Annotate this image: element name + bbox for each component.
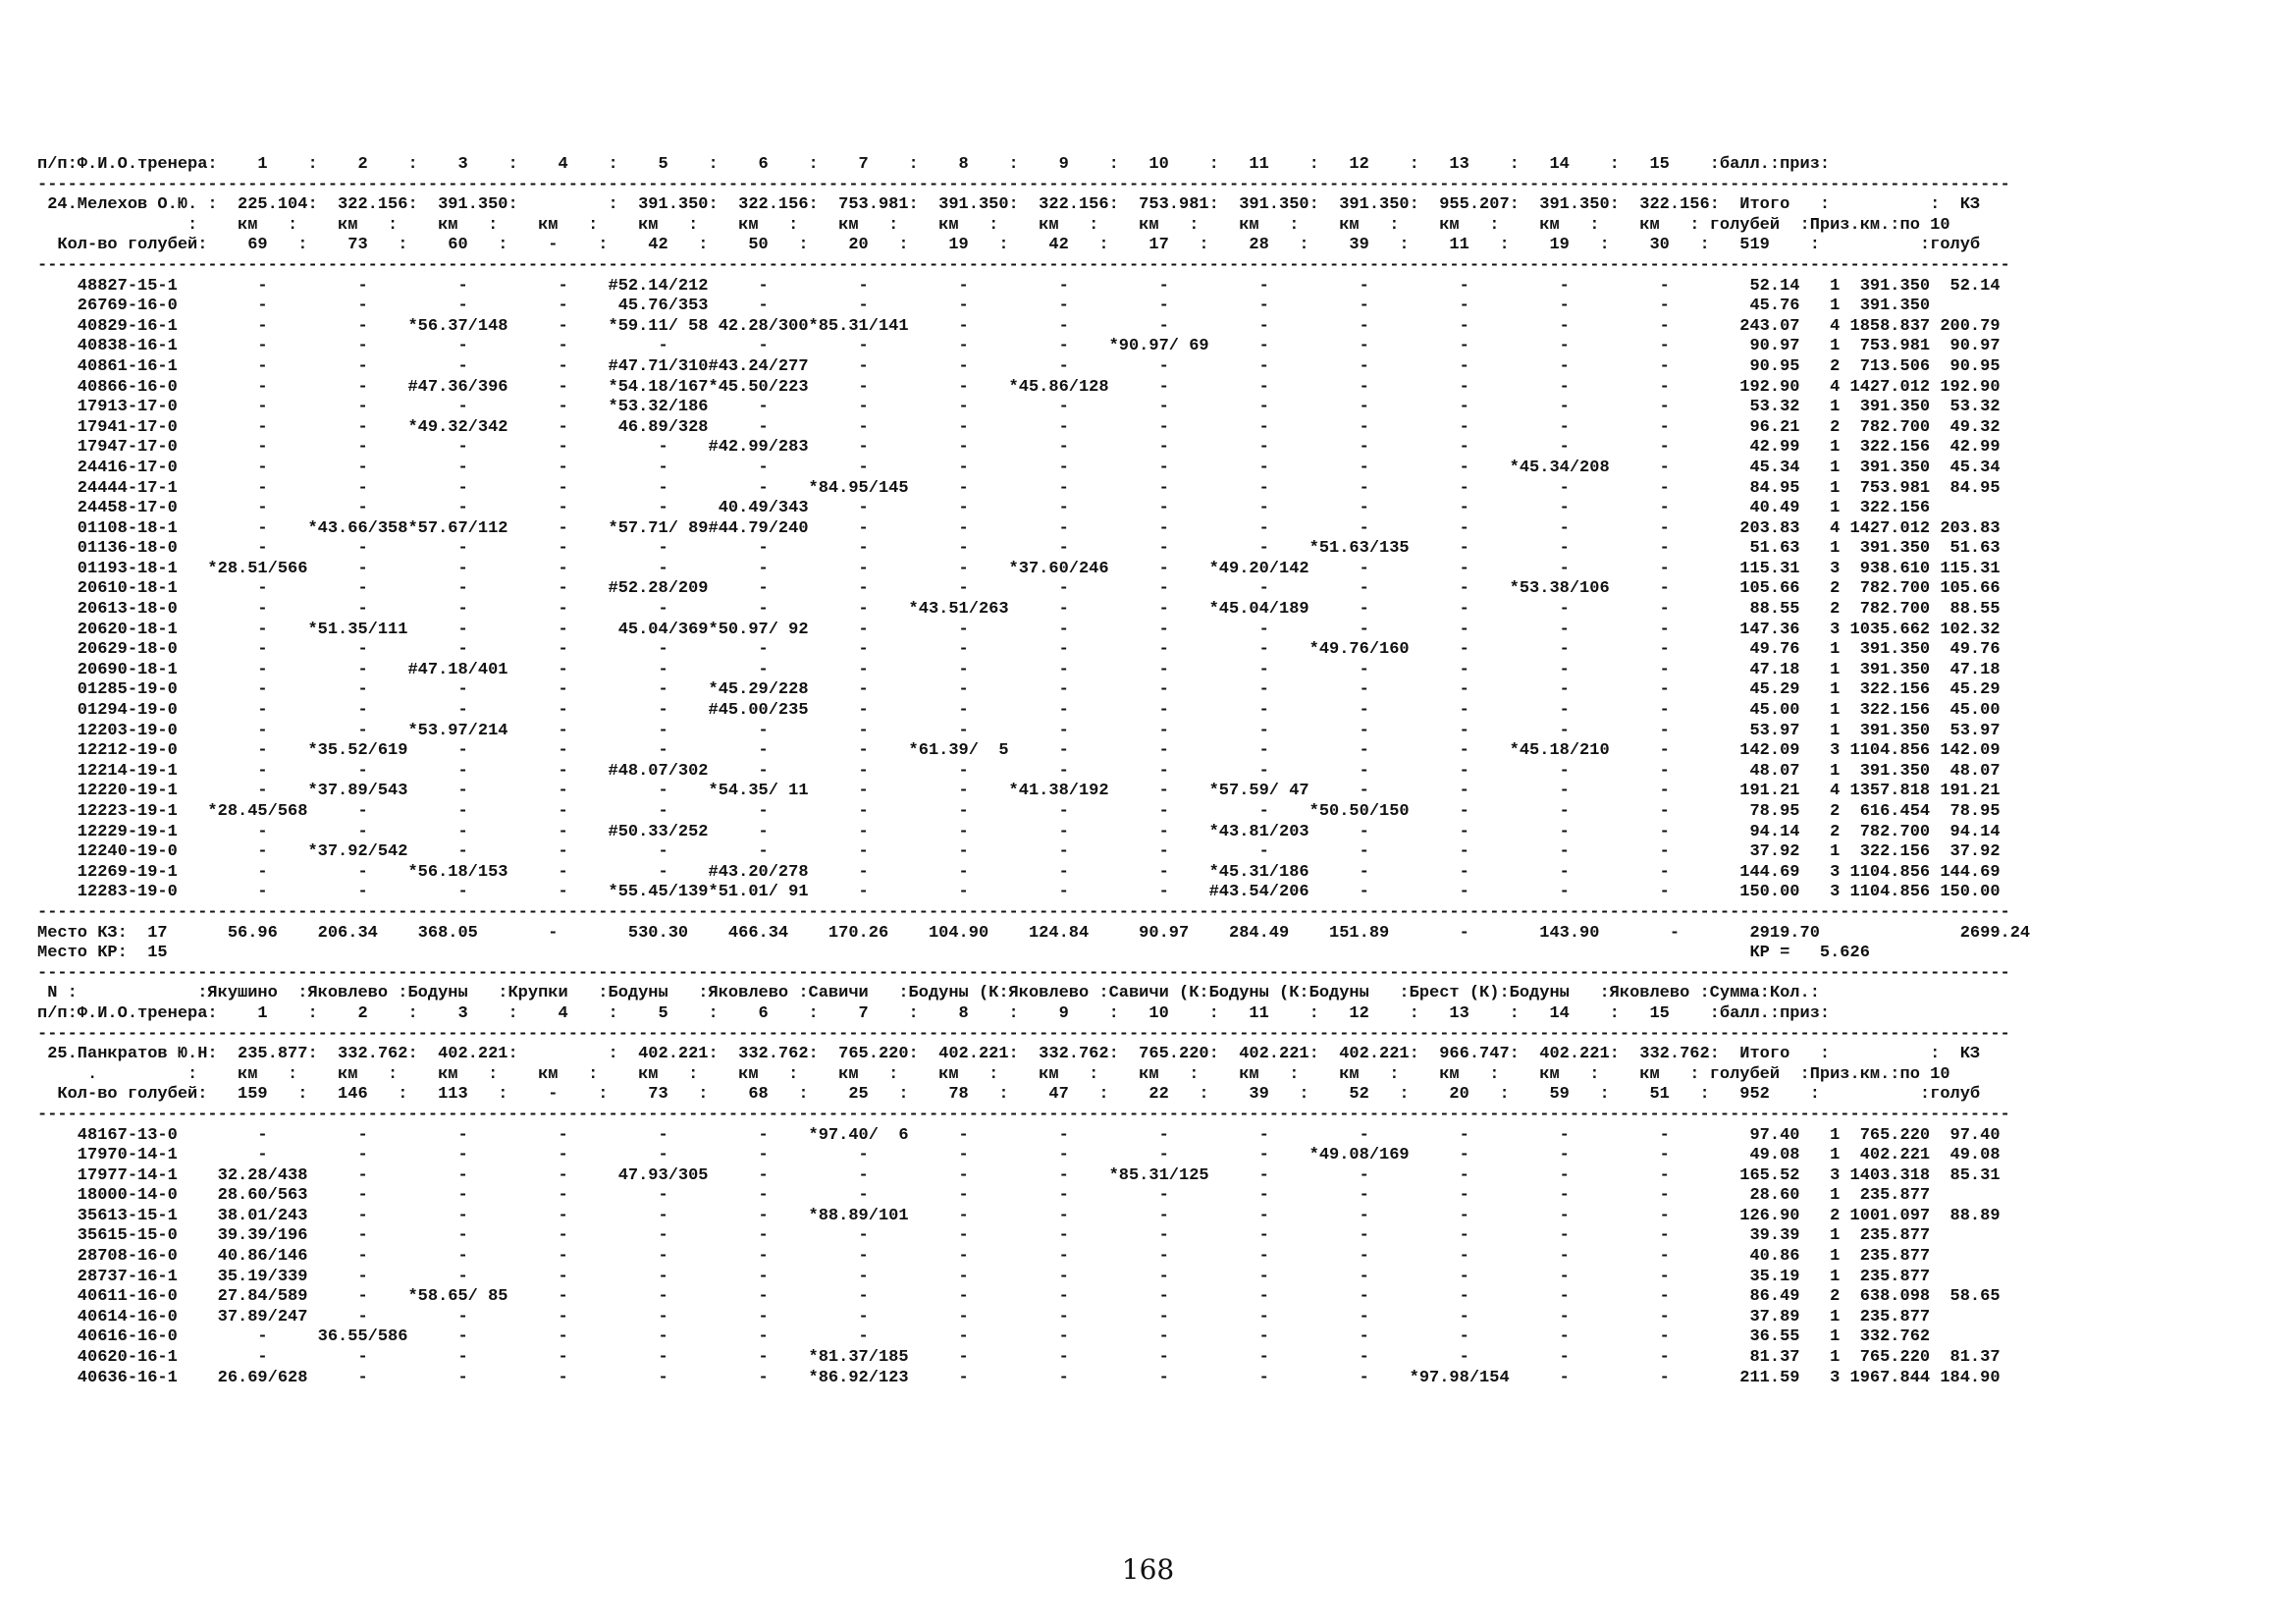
report-line: 28708-16-0 40.86/146 - - - - - - - - - - - - - - 40.86 1 235.877 [37, 1247, 1931, 1267]
report-line: 25.Панкратов Ю.Н: 235.877: 332.762: 402.221: : 402.221: 332.762: 765.220: 402.221: 332.762: 765.220: 402.221: 402.221: 966.747: 402.221: 332.762: Итого : : КЗ [37, 1045, 1981, 1064]
report-line: 28737-16-1 35.19/339 - - - - - - - - - - - - - - 35.19 1 235.877 [37, 1267, 1931, 1286]
report-line: 48827-15-1 - - - - #52.14/212 - - - - - - - - - - 52.14 1 391.350 52.14 [37, 276, 2001, 296]
report-line: 24458-17-0 - - - - - 40.49/343 - - - - - - - - - 40.49 1 322.156 [37, 499, 1931, 518]
report-line: ----------------------------------------------------------------------------------------------------------------------------------------------------------------------------------------------------- [37, 175, 2010, 194]
page-number: 168 [1121, 1553, 1175, 1586]
report-line: 01294-19-0 - - - - - #45.00/235 - - - - - - - - - 45.00 1 322.156 45.00 [37, 701, 2001, 721]
report-line: 20629-18-0 - - - - - - - - - - - *49.76/160 - - - 49.76 1 391.350 49.76 [37, 640, 2001, 660]
report-line: 01285-19-0 - - - - - *45.29/228 - - - - - - - - - 45.29 1 322.156 45.29 [37, 680, 2001, 700]
report-line: ----------------------------------------------------------------------------------------------------------------------------------------------------------------------------------------------------- [37, 1105, 2010, 1124]
report-line: Кол-во голубей: 69 : 73 : 60 : - : 42 : 50 : 20 : 19 : 42 : 17 : 28 : 39 : 11 : 19 : 30 : 519 : :голуб [37, 236, 1981, 255]
report-line: ----------------------------------------------------------------------------------------------------------------------------------------------------------------------------------------------------- [37, 963, 2010, 983]
report-line: 17947-17-0 - - - - - #42.99/283 - - - - - - - - - 42.99 1 322.156 42.99 [37, 438, 2001, 458]
report-line: 24.Мелехов О.Ю. : 225.104: 322.156: 391.350: : 391.350: 322.156: 753.981: 391.350: 322.156: 753.981: 391.350: 391.350: 955.207: 391.350: 322.156: Итого : : КЗ [37, 195, 1981, 215]
report-line: п/п:Ф.И.О.тренера: 1 : 2 : 3 : 4 : 5 : 6 : 7 : 8 : 9 : 10 : 11 : 12 : 13 : 14 : 15 :балл.:приз: [37, 1003, 1831, 1023]
report-line: 12283-19-0 - - - - *55.45/139*51.01/ 91 - - - - #43.54/206 - - - - 150.00 3 1104.856 150.00 [37, 883, 2001, 902]
report-line: ----------------------------------------------------------------------------------------------------------------------------------------------------------------------------------------------------- [37, 902, 2010, 922]
report-line: N : :Якушино :Яковлево :Бодуны :Крупки :Бодуны :Яковлево :Савичи :Бодуны (К:Яковлево :Савичи (К:Бодуны (К:Бодуны :Брест (К):Бодуны :Яковлево :Сумма:Кол.: [37, 984, 1820, 1003]
report-line: 20613-18-0 - - - - - - - *43.51/263 - - *45.04/189 - - - - 88.55 2 782.700 88.55 [37, 600, 2001, 620]
report-line: 40611-16-0 27.84/589 - *58.65/ 85 - - - - - - - - - - - - 86.49 2 638.098 58.65 [37, 1287, 2001, 1307]
report-line: 17977-14-1 32.28/438 - - - 47.93/305 - - - - *85.31/125 - - - - - 165.52 3 1403.318 85.31 [37, 1165, 2001, 1185]
report-line: 24444-17-1 - - - - - - *84.95/145 - - - - - - - - 84.95 1 753.981 84.95 [37, 478, 2001, 498]
report-line: 40866-16-0 - - #47.36/396 - *54.18/167*45.50/223 - - *45.86/128 - - - - - - 192.90 4 1427.012 192.90 [37, 377, 2001, 397]
report-line: 40620-16-1 - - - - - - *81.37/185 - - - - - - - - 81.37 1 765.220 81.37 [37, 1348, 2001, 1368]
report-line: 48167-13-0 - - - - - - *97.40/ 6 - - - - - - - - 97.40 1 765.220 97.40 [37, 1125, 2001, 1145]
report-line: 12220-19-1 - *37.89/543 - - - *54.35/ 11 - - *41.38/192 - *57.59/ 47 - - - - 191.21 4 1357.818 191.21 [37, 782, 2001, 801]
report-line: 40829-16-1 - - *56.37/148 - *59.11/ 58 42.28/300*85.31/141 - - - - - - - - 243.07 4 1858.837 200.79 [37, 316, 2001, 336]
report-line: 35615-15-0 39.39/196 - - - - - - - - - - - - - - 39.39 1 235.877 [37, 1226, 1931, 1246]
report-line: 12223-19-1 *28.45/568 - - - - - - - - - - *50.50/150 - - - 78.95 2 616.454 78.95 [37, 802, 2001, 821]
report-line: 20610-18-1 - - - - #52.28/209 - - - - - - - - *53.38/106 - 105.66 2 782.700 105.66 [37, 579, 2001, 599]
report-line: п/п:Ф.И.О.тренера: 1 : 2 : 3 : 4 : 5 : 6 : 7 : 8 : 9 : 10 : 11 : 12 : 13 : 14 : 15 :балл.:приз: [37, 155, 1831, 174]
results-table-printout [37, 155, 2030, 1388]
report-line: 17970-14-1 - - - - - - - - - - - *49.08/169 - - - 49.08 1 402.221 49.08 [37, 1146, 2001, 1165]
report-line: Место КР: 15 КР = 5.626 [37, 944, 1870, 963]
report-line: 12212-19-0 - *35.52/619 - - - - - *61.39/ 5 - - - - - *45.18/210 - 142.09 3 1104.856 142.09 [37, 741, 2001, 761]
report-line: 18000-14-0 28.60/563 - - - - - - - - - - - - - - 28.60 1 235.877 [37, 1186, 1931, 1206]
report-line: : км : км : км : км : км : км : км : км : км : км : км : км : км : км : км : голубей :Приз.км.:по 10 [37, 215, 1950, 235]
report-line: 35613-15-1 38.01/243 - - - - - *88.89/101 - - - - - - - - 126.90 2 1001.097 88.89 [37, 1206, 2001, 1225]
report-line: 12240-19-0 - *37.92/542 - - - - - - - - - - - - - 37.92 1 322.156 37.92 [37, 842, 2001, 862]
report-line: 40838-16-1 - - - - - - - - - *90.97/ 69 - - - - - 90.97 1 753.981 90.97 [37, 337, 2001, 356]
report-line: 40861-16-1 - - - - #47.71/310#43.24/277 - - - - - - - - - 90.95 2 713.506 90.95 [37, 356, 2001, 376]
report-line: ----------------------------------------------------------------------------------------------------------------------------------------------------------------------------------------------------- [37, 255, 2010, 275]
report-line: 24416-17-0 - - - - - - - - - - - - - *45.34/208 - 45.34 1 391.350 45.34 [37, 458, 2001, 477]
report-line: 12269-19-1 - - *56.18/153 - - #43.20/278 - - - - *45.31/186 - - - - 144.69 3 1104.856 144.69 [37, 862, 2001, 882]
report-line: 01108-18-1 - *43.66/358*57.67/112 - *57.71/ 89#44.79/240 - - - - - - - - - 203.83 4 1427.012 203.83 [37, 518, 2001, 538]
report-line: 40616-16-0 - 36.55/586 - - - - - - - - - - - - - 36.55 1 332.762 [37, 1327, 1931, 1347]
report-line: 17941-17-0 - - *49.32/342 - 46.89/328 - - - - - - - - - - 96.21 2 782.700 49.32 [37, 417, 2001, 437]
report-line: 12203-19-0 - - *53.97/214 - - - - - - - - - - - - 53.97 1 391.350 53.97 [37, 721, 2001, 740]
report-line: 26769-16-0 - - - - 45.76/353 - - - - - - - - - - 45.76 1 391.350 [37, 297, 1931, 316]
report-line: 20620-18-1 - *51.35/111 - - 45.04/369*50.97/ 92 - - - - - - - - - 147.36 3 1035.662 102.32 [37, 620, 2001, 639]
report-line: Место КЗ: 17 56.96 206.34 368.05 - 530.30 466.34 170.26 104.90 124.84 90.97 284.49 151.89 - 143.90 - 2919.70 2699.24 [37, 923, 2031, 943]
report-line: 17913-17-0 - - - - *53.32/186 - - - - - - - - - - 53.32 1 391.350 53.32 [37, 398, 2001, 417]
report-line: ----------------------------------------------------------------------------------------------------------------------------------------------------------------------------------------------------- [37, 1024, 2010, 1044]
report-line: 01193-18-1 *28.51/566 - - - - - - - *37.60/246 - *49.20/142 - - - - 115.31 3 938.610 115.31 [37, 559, 2001, 578]
report-line: 12229-19-1 - - - - #50.33/252 - - - - - *43.81/203 - - - - 94.14 2 782.700 94.14 [37, 822, 2001, 841]
report-line: Кол-во голубей: 159 : 146 : 113 : - : 73 : 68 : 25 : 78 : 47 : 22 : 39 : 52 : 20 : 59 : 51 : 952 : :голуб [37, 1085, 1981, 1105]
report-line: 40636-16-1 26.69/628 - - - - - *86.92/123 - - - - - *97.98/154 - - 211.59 3 1967.844 184.90 [37, 1368, 2001, 1387]
report-line: 01136-18-0 - - - - - - - - - - - *51.63/135 - - - 51.63 1 391.350 51.63 [37, 539, 2001, 559]
report-line: 40614-16-0 37.89/247 - - - - - - - - - - - - - - 37.89 1 235.877 [37, 1307, 1931, 1326]
report-line: . : км : км : км : км : км : км : км : км : км : км : км : км : км : км : км : голубей :Приз.км.:по 10 [37, 1064, 1950, 1084]
report-line: 12214-19-1 - - - - #48.07/302 - - - - - - - - - - 48.07 1 391.350 48.07 [37, 761, 2001, 781]
report-line: 20690-18-1 - - #47.18/401 - - - - - - - - - - - - 47.18 1 391.350 47.18 [37, 660, 2001, 679]
